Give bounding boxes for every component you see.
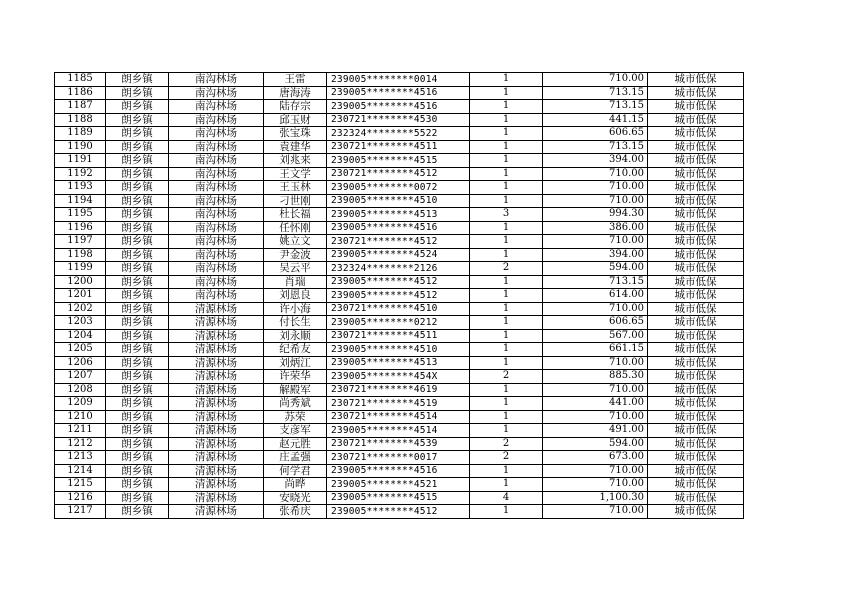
name-cell: 付长生 — [264, 316, 327, 330]
serial-number-cell: 1198 — [55, 248, 106, 262]
category-cell: 城市低保 — [648, 370, 744, 384]
category-cell: 城市低保 — [648, 464, 744, 478]
id-number-cell: 239005********4516 — [327, 221, 470, 235]
town-cell: 朗乡镇 — [106, 464, 169, 478]
id-number-cell: 230721********4512 — [327, 235, 470, 249]
serial-number-cell: 1205 — [55, 343, 106, 357]
amount-cell: 441.00 — [543, 397, 648, 411]
serial-number-cell: 1216 — [55, 491, 106, 505]
forest-farm-cell: 南沟林场 — [169, 275, 264, 289]
household-size-cell: 1 — [470, 181, 543, 195]
forest-farm-cell: 清源林场 — [169, 356, 264, 370]
table-row — [55, 464, 744, 478]
category-cell: 城市低保 — [648, 383, 744, 397]
household-size-cell: 1 — [470, 127, 543, 141]
town-cell: 朗乡镇 — [106, 127, 169, 141]
category-cell: 城市低保 — [648, 410, 744, 424]
table-row — [55, 397, 744, 411]
name-cell: 解殿军 — [264, 383, 327, 397]
household-size-cell: 1 — [470, 194, 543, 208]
forest-farm-cell: 南沟林场 — [169, 181, 264, 195]
town-cell: 朗乡镇 — [106, 235, 169, 249]
category-cell: 城市低保 — [648, 302, 744, 316]
name-cell: 张宝珠 — [264, 127, 327, 141]
town-cell: 朗乡镇 — [106, 248, 169, 262]
table-row — [55, 100, 744, 114]
household-size-cell: 1 — [470, 248, 543, 262]
table-row — [55, 235, 744, 249]
table-row — [55, 86, 744, 100]
amount-cell: 614.00 — [543, 289, 648, 303]
name-cell: 邱玉财 — [264, 113, 327, 127]
forest-farm-cell: 清源林场 — [169, 451, 264, 465]
name-cell: 刘永顺 — [264, 329, 327, 343]
serial-number-cell: 1208 — [55, 383, 106, 397]
category-cell: 城市低保 — [648, 140, 744, 154]
town-cell: 朗乡镇 — [106, 478, 169, 492]
id-number-cell: 232324********5522 — [327, 127, 470, 141]
forest-farm-cell: 南沟林场 — [169, 289, 264, 303]
id-number-cell: 230721********4512 — [327, 167, 470, 181]
id-number-cell: 239005********0072 — [327, 181, 470, 195]
serial-number-cell: 1199 — [55, 262, 106, 276]
household-size-cell: 1 — [470, 275, 543, 289]
id-number-cell: 239005********4512 — [327, 275, 470, 289]
amount-cell: 710.00 — [543, 505, 648, 519]
category-cell: 城市低保 — [648, 478, 744, 492]
forest-farm-cell: 清源林场 — [169, 505, 264, 519]
town-cell: 朗乡镇 — [106, 140, 169, 154]
forest-farm-cell: 清源林场 — [169, 329, 264, 343]
table-row — [55, 221, 744, 235]
serial-number-cell: 1213 — [55, 451, 106, 465]
amount-cell: 386.00 — [543, 221, 648, 235]
table-row — [55, 383, 744, 397]
category-cell: 城市低保 — [648, 343, 744, 357]
id-number-cell: 230721********4539 — [327, 437, 470, 451]
id-number-cell: 230721********4511 — [327, 329, 470, 343]
serial-number-cell: 1207 — [55, 370, 106, 384]
forest-farm-cell: 清源林场 — [169, 343, 264, 357]
id-number-cell: 230721********4514 — [327, 410, 470, 424]
town-cell: 朗乡镇 — [106, 221, 169, 235]
table-row — [55, 491, 744, 505]
name-cell: 尚晔 — [264, 478, 327, 492]
amount-cell: 710.00 — [543, 464, 648, 478]
amount-cell: 710.00 — [543, 73, 648, 87]
category-cell: 城市低保 — [648, 356, 744, 370]
amount-cell: 673.00 — [543, 451, 648, 465]
amount-cell: 710.00 — [543, 383, 648, 397]
town-cell: 朗乡镇 — [106, 181, 169, 195]
category-cell: 城市低保 — [648, 235, 744, 249]
category-cell: 城市低保 — [648, 167, 744, 181]
household-size-cell: 1 — [470, 329, 543, 343]
household-size-cell: 1 — [470, 86, 543, 100]
table-row — [55, 248, 744, 262]
table-row — [55, 437, 744, 451]
table-row — [55, 275, 744, 289]
id-number-cell: 239005********4514 — [327, 424, 470, 438]
town-cell: 朗乡镇 — [106, 410, 169, 424]
amount-cell: 491.00 — [543, 424, 648, 438]
household-size-cell: 1 — [470, 73, 543, 87]
id-number-cell: 239005********4516 — [327, 86, 470, 100]
id-number-cell: 230721********4511 — [327, 140, 470, 154]
serial-number-cell: 1215 — [55, 478, 106, 492]
id-number-cell: 239005********4515 — [327, 154, 470, 168]
forest-farm-cell: 清源林场 — [169, 424, 264, 438]
household-size-cell: 2 — [470, 262, 543, 276]
serial-number-cell: 1197 — [55, 235, 106, 249]
name-cell: 许小海 — [264, 302, 327, 316]
town-cell: 朗乡镇 — [106, 275, 169, 289]
name-cell: 肖瑞 — [264, 275, 327, 289]
name-cell: 王玉林 — [264, 181, 327, 195]
household-size-cell: 2 — [470, 451, 543, 465]
table-row — [55, 73, 744, 87]
table-row — [55, 343, 744, 357]
household-size-cell: 1 — [470, 289, 543, 303]
serial-number-cell: 1212 — [55, 437, 106, 451]
serial-number-cell: 1186 — [55, 86, 106, 100]
town-cell: 朗乡镇 — [106, 356, 169, 370]
name-cell: 赵元胜 — [264, 437, 327, 451]
serial-number-cell: 1203 — [55, 316, 106, 330]
table-row — [55, 127, 744, 141]
table-row — [55, 167, 744, 181]
amount-cell: 394.00 — [543, 154, 648, 168]
town-cell: 朗乡镇 — [106, 73, 169, 87]
amount-cell: 710.00 — [543, 181, 648, 195]
name-cell: 张希庆 — [264, 505, 327, 519]
household-size-cell: 1 — [470, 154, 543, 168]
household-size-cell: 1 — [470, 221, 543, 235]
category-cell: 城市低保 — [648, 221, 744, 235]
forest-farm-cell: 清源林场 — [169, 491, 264, 505]
amount-cell: 606.65 — [543, 316, 648, 330]
forest-farm-cell: 清源林场 — [169, 410, 264, 424]
table-row — [55, 181, 744, 195]
id-number-cell: 239005********4512 — [327, 505, 470, 519]
name-cell: 庄孟强 — [264, 451, 327, 465]
town-cell: 朗乡镇 — [106, 491, 169, 505]
category-cell: 城市低保 — [648, 451, 744, 465]
amount-cell: 710.00 — [543, 235, 648, 249]
name-cell: 吴云平 — [264, 262, 327, 276]
forest-farm-cell: 清源林场 — [169, 478, 264, 492]
serial-number-cell: 1204 — [55, 329, 106, 343]
name-cell: 尹金波 — [264, 248, 327, 262]
household-size-cell: 3 — [470, 208, 543, 222]
amount-cell: 710.00 — [543, 194, 648, 208]
name-cell: 唐海涛 — [264, 86, 327, 100]
id-number-cell: 239005********454X — [327, 370, 470, 384]
id-number-cell: 239005********4521 — [327, 478, 470, 492]
category-cell: 城市低保 — [648, 208, 744, 222]
amount-cell: 710.00 — [543, 356, 648, 370]
forest-farm-cell: 清源林场 — [169, 397, 264, 411]
household-size-cell: 1 — [470, 356, 543, 370]
table-row — [55, 302, 744, 316]
household-size-cell: 1 — [470, 302, 543, 316]
name-cell: 陆存宗 — [264, 100, 327, 114]
forest-farm-cell: 南沟林场 — [169, 140, 264, 154]
town-cell: 朗乡镇 — [106, 316, 169, 330]
table-row — [55, 424, 744, 438]
id-number-cell: 230721********4619 — [327, 383, 470, 397]
category-cell: 城市低保 — [648, 329, 744, 343]
town-cell: 朗乡镇 — [106, 451, 169, 465]
name-cell: 支彦军 — [264, 424, 327, 438]
household-size-cell: 1 — [470, 464, 543, 478]
category-cell: 城市低保 — [648, 127, 744, 141]
town-cell: 朗乡镇 — [106, 113, 169, 127]
serial-number-cell: 1189 — [55, 127, 106, 141]
forest-farm-cell: 南沟林场 — [169, 221, 264, 235]
category-cell: 城市低保 — [648, 505, 744, 519]
forest-farm-cell: 南沟林场 — [169, 73, 264, 87]
roster-body — [55, 73, 744, 519]
name-cell: 纪希友 — [264, 343, 327, 357]
household-size-cell: 1 — [470, 478, 543, 492]
table-row — [55, 289, 744, 303]
category-cell: 城市低保 — [648, 491, 744, 505]
category-cell: 城市低保 — [648, 181, 744, 195]
serial-number-cell: 1196 — [55, 221, 106, 235]
id-number-cell: 239005********4510 — [327, 194, 470, 208]
category-cell: 城市低保 — [648, 262, 744, 276]
town-cell: 朗乡镇 — [106, 289, 169, 303]
town-cell: 朗乡镇 — [106, 383, 169, 397]
household-size-cell: 1 — [470, 424, 543, 438]
name-cell: 刘恩良 — [264, 289, 327, 303]
table-row — [55, 140, 744, 154]
town-cell: 朗乡镇 — [106, 167, 169, 181]
id-number-cell: 232324********2126 — [327, 262, 470, 276]
town-cell: 朗乡镇 — [106, 154, 169, 168]
table-row — [55, 194, 744, 208]
id-number-cell: 239005********4516 — [327, 464, 470, 478]
serial-number-cell: 1187 — [55, 100, 106, 114]
amount-cell: 1,100.30 — [543, 491, 648, 505]
amount-cell: 713.15 — [543, 100, 648, 114]
forest-farm-cell: 清源林场 — [169, 464, 264, 478]
amount-cell: 606.65 — [543, 127, 648, 141]
town-cell: 朗乡镇 — [106, 262, 169, 276]
household-size-cell: 2 — [470, 370, 543, 384]
household-size-cell: 1 — [470, 397, 543, 411]
name-cell: 何学君 — [264, 464, 327, 478]
forest-farm-cell: 南沟林场 — [169, 208, 264, 222]
table-row — [55, 113, 744, 127]
household-size-cell: 1 — [470, 316, 543, 330]
household-size-cell: 4 — [470, 491, 543, 505]
name-cell: 许荣华 — [264, 370, 327, 384]
serial-number-cell: 1190 — [55, 140, 106, 154]
forest-farm-cell: 南沟林场 — [169, 235, 264, 249]
category-cell: 城市低保 — [648, 437, 744, 451]
amount-cell: 710.00 — [543, 410, 648, 424]
forest-farm-cell: 南沟林场 — [169, 262, 264, 276]
town-cell: 朗乡镇 — [106, 194, 169, 208]
name-cell: 刘兆来 — [264, 154, 327, 168]
id-number-cell: 239005********4510 — [327, 343, 470, 357]
serial-number-cell: 1194 — [55, 194, 106, 208]
amount-cell: 713.15 — [543, 275, 648, 289]
household-size-cell: 1 — [470, 100, 543, 114]
serial-number-cell: 1210 — [55, 410, 106, 424]
name-cell: 任怀刚 — [264, 221, 327, 235]
household-size-cell: 1 — [470, 235, 543, 249]
forest-farm-cell: 清源林场 — [169, 370, 264, 384]
category-cell: 城市低保 — [648, 289, 744, 303]
table-row — [55, 316, 744, 330]
town-cell: 朗乡镇 — [106, 437, 169, 451]
forest-farm-cell: 南沟林场 — [169, 86, 264, 100]
id-number-cell: 239005********4513 — [327, 208, 470, 222]
id-number-cell: 239005********4512 — [327, 289, 470, 303]
household-size-cell: 1 — [470, 383, 543, 397]
amount-cell: 713.15 — [543, 140, 648, 154]
serial-number-cell: 1201 — [55, 289, 106, 303]
forest-farm-cell: 南沟林场 — [169, 154, 264, 168]
id-number-cell: 239005********4513 — [327, 356, 470, 370]
town-cell: 朗乡镇 — [106, 397, 169, 411]
category-cell: 城市低保 — [648, 248, 744, 262]
name-cell: 杜长福 — [264, 208, 327, 222]
category-cell: 城市低保 — [648, 194, 744, 208]
forest-farm-cell: 清源林场 — [169, 316, 264, 330]
forest-farm-cell: 南沟林场 — [169, 167, 264, 181]
forest-farm-cell: 清源林场 — [169, 302, 264, 316]
household-size-cell: 1 — [470, 167, 543, 181]
amount-cell: 394.00 — [543, 248, 648, 262]
serial-number-cell: 1209 — [55, 397, 106, 411]
name-cell: 刁世刚 — [264, 194, 327, 208]
table-row — [55, 208, 744, 222]
category-cell: 城市低保 — [648, 113, 744, 127]
serial-number-cell: 1188 — [55, 113, 106, 127]
category-cell: 城市低保 — [648, 73, 744, 87]
id-number-cell: 230721********4519 — [327, 397, 470, 411]
id-number-cell: 239005********4515 — [327, 491, 470, 505]
town-cell: 朗乡镇 — [106, 208, 169, 222]
serial-number-cell: 1192 — [55, 167, 106, 181]
amount-cell: 885.30 — [543, 370, 648, 384]
table-row — [55, 410, 744, 424]
id-number-cell: 239005********4516 — [327, 100, 470, 114]
category-cell: 城市低保 — [648, 86, 744, 100]
serial-number-cell: 1202 — [55, 302, 106, 316]
household-size-cell: 1 — [470, 140, 543, 154]
town-cell: 朗乡镇 — [106, 343, 169, 357]
id-number-cell: 239005********0014 — [327, 73, 470, 87]
serial-number-cell: 1200 — [55, 275, 106, 289]
id-number-cell: 239005********0212 — [327, 316, 470, 330]
name-cell: 王文学 — [264, 167, 327, 181]
category-cell: 城市低保 — [648, 100, 744, 114]
serial-number-cell: 1191 — [55, 154, 106, 168]
name-cell: 姚立文 — [264, 235, 327, 249]
serial-number-cell: 1217 — [55, 505, 106, 519]
table-row — [55, 356, 744, 370]
amount-cell: 441.15 — [543, 113, 648, 127]
forest-farm-cell: 南沟林场 — [169, 194, 264, 208]
amount-cell: 594.00 — [543, 262, 648, 276]
town-cell: 朗乡镇 — [106, 424, 169, 438]
table-row — [55, 478, 744, 492]
name-cell: 苏荣 — [264, 410, 327, 424]
town-cell: 朗乡镇 — [106, 329, 169, 343]
category-cell: 城市低保 — [648, 424, 744, 438]
amount-cell: 567.00 — [543, 329, 648, 343]
amount-cell: 661.15 — [543, 343, 648, 357]
forest-farm-cell: 南沟林场 — [169, 127, 264, 141]
table-row — [55, 154, 744, 168]
serial-number-cell: 1185 — [55, 73, 106, 87]
town-cell: 朗乡镇 — [106, 100, 169, 114]
id-number-cell: 230721********0017 — [327, 451, 470, 465]
amount-cell: 710.00 — [543, 167, 648, 181]
serial-number-cell: 1195 — [55, 208, 106, 222]
town-cell: 朗乡镇 — [106, 302, 169, 316]
name-cell: 尚秀斌 — [264, 397, 327, 411]
table-row — [55, 262, 744, 276]
town-cell: 朗乡镇 — [106, 86, 169, 100]
category-cell: 城市低保 — [648, 275, 744, 289]
household-size-cell: 1 — [470, 113, 543, 127]
household-size-cell: 1 — [470, 505, 543, 519]
relief-roster-table — [54, 72, 744, 519]
amount-cell: 710.00 — [543, 302, 648, 316]
forest-farm-cell: 南沟林场 — [169, 100, 264, 114]
amount-cell: 994.30 — [543, 208, 648, 222]
name-cell: 袁建华 — [264, 140, 327, 154]
name-cell: 王雷 — [264, 73, 327, 87]
amount-cell: 713.15 — [543, 86, 648, 100]
table-row — [55, 451, 744, 465]
category-cell: 城市低保 — [648, 316, 744, 330]
serial-number-cell: 1206 — [55, 356, 106, 370]
forest-farm-cell: 南沟林场 — [169, 113, 264, 127]
table-row — [55, 370, 744, 384]
id-number-cell: 230721********4530 — [327, 113, 470, 127]
category-cell: 城市低保 — [648, 154, 744, 168]
forest-farm-cell: 南沟林场 — [169, 248, 264, 262]
forest-farm-cell: 清源林场 — [169, 383, 264, 397]
town-cell: 朗乡镇 — [106, 370, 169, 384]
household-size-cell: 1 — [470, 343, 543, 357]
table-row — [55, 329, 744, 343]
serial-number-cell: 1214 — [55, 464, 106, 478]
household-size-cell: 2 — [470, 437, 543, 451]
amount-cell: 710.00 — [543, 478, 648, 492]
serial-number-cell: 1211 — [55, 424, 106, 438]
name-cell: 安晓光 — [264, 491, 327, 505]
id-number-cell: 239005********4524 — [327, 248, 470, 262]
serial-number-cell: 1193 — [55, 181, 106, 195]
forest-farm-cell: 清源林场 — [169, 437, 264, 451]
table-row — [55, 505, 744, 519]
amount-cell: 594.00 — [543, 437, 648, 451]
id-number-cell: 230721********4510 — [327, 302, 470, 316]
name-cell: 刘炳江 — [264, 356, 327, 370]
household-size-cell: 1 — [470, 410, 543, 424]
town-cell: 朗乡镇 — [106, 505, 169, 519]
category-cell: 城市低保 — [648, 397, 744, 411]
